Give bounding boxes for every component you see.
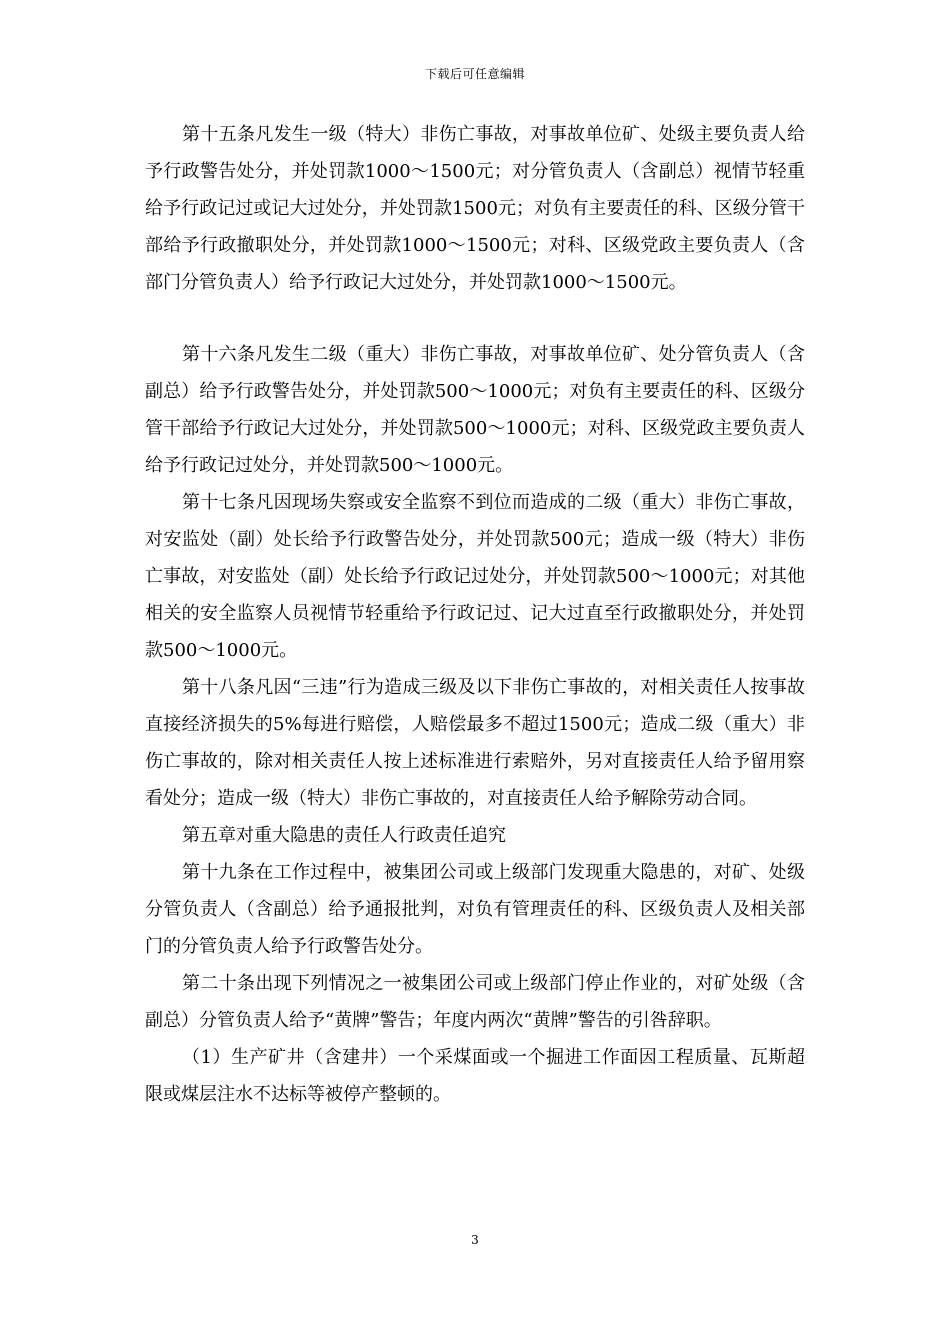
chapter-5-heading: 第五章对重大隐患的责任人行政责任追究: [182, 825, 506, 846]
article-18-paragraph: 第十八条凡因“三违”行为造成三级及以下非伤亡事故的，对相关责任人按事故直接经济损失的5%每进行赔偿，人赔偿最多不超过1500元；造成二级（重大）非伤亡事故的，除对相关责任人按上述标准进行索赔外，另对直接责任人给予留用察看处分；造成一级（特大）非伤亡事故的，对直接责任人给予解除劳动合同。: [145, 677, 805, 809]
page-number: 3: [471, 1233, 479, 1247]
article-19-paragraph: 第十九条在工作过程中，被集团公司或上级部门发现重大隐患的，对矿、处级分管负责人（含副总）给予通报批判，对负有管理责任的科、区级负责人及相关部门的分管负责人给予行政警告处分。: [145, 862, 805, 957]
article-15-paragraph: 第十五条凡发生一级（特大）非伤亡事故，对事故单位矿、处级主要负责人给予行政警告处分，并处罚款1000～1500元；对分管负责人（含副总）视情节轻重给予行政记过或记大过处分，并处罚款1500元；对负有主要责任的科、区级分管干部给予行政撤职处分，并处罚款1000～1500元；对科、区级党政主要负责人（含部门分管负责人）给予行政记大过处分，并处罚款1000～1500元。: [145, 124, 805, 293]
page-header-note: 下载后可任意编辑: [424, 67, 525, 81]
document-body: [145, 116, 805, 1113]
article-17-paragraph: 第十七条凡因现场失察或安全监察不到位而造成的二级（重大）非伤亡事故，对安监处（副）处长给予行政警告处分，并处罚款500元；造成一级（特大）非伤亡事故，对安监处（副）处长给予行政记过处分，并处罚款500～1000元；对其他相关的安全监察人员视情节轻重给予行政记过、记大过直至行政撤职处分，并处罚款500～1000元。: [145, 492, 805, 661]
article-16-paragraph: 第十六条凡发生二级（重大）非伤亡事故，对事故单位矿、处分管负责人（含副总）给予行政警告处分，并处罚款500～1000元；对负有主要责任的科、区级分管干部给予行政记大过处分，并处罚款500～1000元；对科、区级党政主要负责人给予行政记过处分，并处罚款500～1000元。: [145, 344, 805, 476]
article-20-paragraph: 第二十条出现下列情况之一被集团公司或上级部门停止作业的，对矿处级（含副总）分管负责人给予“黄牌”警告；年度内两次“黄牌”警告的引咎辞职。: [145, 973, 805, 1031]
list-item-1: （1）生产矿井（含建井）一个采煤面或一个掘进工作面因工程质量、瓦斯超限或煤层注水不达标等被停产整顿的。: [145, 1047, 805, 1105]
